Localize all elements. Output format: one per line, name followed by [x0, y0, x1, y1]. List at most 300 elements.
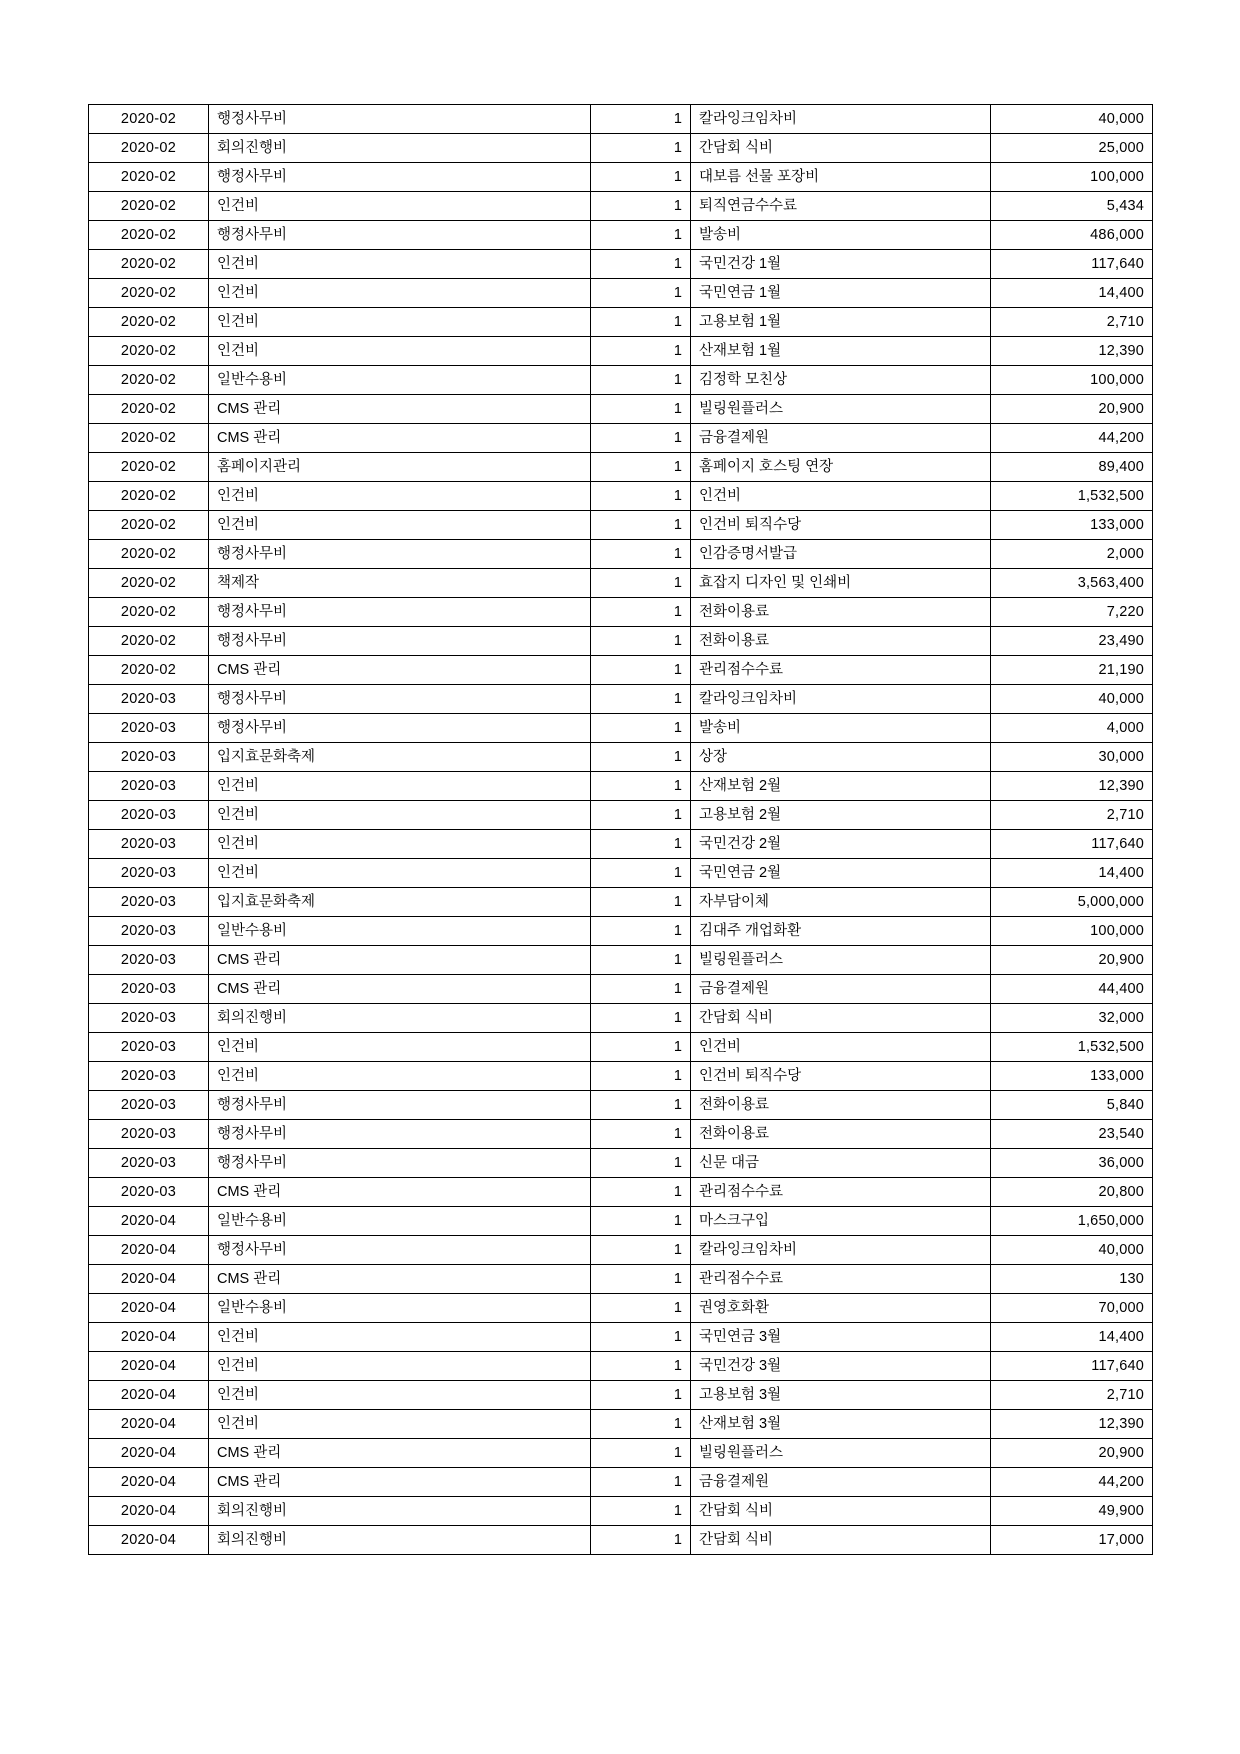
cell-category: 행정사무비	[209, 1236, 591, 1265]
cell-quantity: 1	[591, 337, 691, 366]
cell-amount: 130	[991, 1265, 1153, 1294]
cell-date: 2020-04	[89, 1265, 209, 1294]
cell-date: 2020-03	[89, 772, 209, 801]
cell-quantity: 1	[591, 1149, 691, 1178]
cell-category: 회의진행비	[209, 134, 591, 163]
cell-description: 금융결제원	[691, 1468, 991, 1497]
cell-description: 발송비	[691, 221, 991, 250]
table-row	[89, 1033, 1153, 1062]
cell-description: 산재보험 2월	[691, 772, 991, 801]
cell-category: 인건비	[209, 1033, 591, 1062]
cell-description: 간담회 식비	[691, 1004, 991, 1033]
cell-quantity: 1	[591, 859, 691, 888]
cell-description: 김대주 개업화환	[691, 917, 991, 946]
table-row	[89, 1468, 1153, 1497]
cell-date: 2020-02	[89, 569, 209, 598]
cell-date: 2020-03	[89, 1178, 209, 1207]
cell-category: 인건비	[209, 1381, 591, 1410]
table-row	[89, 1294, 1153, 1323]
cell-date: 2020-04	[89, 1352, 209, 1381]
cell-quantity: 1	[591, 366, 691, 395]
cell-category: CMS 관리	[209, 1439, 591, 1468]
table-row	[89, 1207, 1153, 1236]
cell-quantity: 1	[591, 511, 691, 540]
cell-quantity: 1	[591, 1410, 691, 1439]
cell-quantity: 1	[591, 569, 691, 598]
cell-category: 일반수용비	[209, 917, 591, 946]
cell-quantity: 1	[591, 453, 691, 482]
table-row	[89, 1062, 1153, 1091]
cell-category: 인건비	[209, 511, 591, 540]
cell-category: 인건비	[209, 279, 591, 308]
cell-description: 간담회 식비	[691, 134, 991, 163]
cell-quantity: 1	[591, 1294, 691, 1323]
cell-quantity: 1	[591, 1352, 691, 1381]
cell-amount: 2,000	[991, 540, 1153, 569]
table-row	[89, 743, 1153, 772]
cell-category: 인건비	[209, 1062, 591, 1091]
table-row	[89, 772, 1153, 801]
cell-date: 2020-02	[89, 656, 209, 685]
cell-amount: 17,000	[991, 1526, 1153, 1555]
cell-category: 행정사무비	[209, 1149, 591, 1178]
cell-date: 2020-03	[89, 1033, 209, 1062]
cell-description: 전화이용료	[691, 598, 991, 627]
cell-date: 2020-02	[89, 134, 209, 163]
cell-date: 2020-02	[89, 540, 209, 569]
table-row	[89, 1265, 1153, 1294]
cell-quantity: 1	[591, 598, 691, 627]
cell-amount: 23,540	[991, 1120, 1153, 1149]
cell-category: 인건비	[209, 337, 591, 366]
cell-quantity: 1	[591, 163, 691, 192]
cell-description: 인건비 퇴직수당	[691, 511, 991, 540]
cell-amount: 5,840	[991, 1091, 1153, 1120]
cell-amount: 40,000	[991, 685, 1153, 714]
cell-category: 행정사무비	[209, 221, 591, 250]
cell-description: 빌링원플러스	[691, 946, 991, 975]
cell-amount: 14,400	[991, 859, 1153, 888]
cell-quantity: 1	[591, 424, 691, 453]
table-row	[89, 1091, 1153, 1120]
cell-date: 2020-04	[89, 1294, 209, 1323]
cell-quantity: 1	[591, 830, 691, 859]
cell-category: CMS 관리	[209, 1468, 591, 1497]
cell-amount: 12,390	[991, 1410, 1153, 1439]
cell-date: 2020-04	[89, 1236, 209, 1265]
cell-quantity: 1	[591, 192, 691, 221]
cell-description: 칼라잉크임차비	[691, 105, 991, 134]
table-row	[89, 221, 1153, 250]
cell-description: 전화이용료	[691, 1091, 991, 1120]
cell-date: 2020-02	[89, 598, 209, 627]
cell-category: 회의진행비	[209, 1526, 591, 1555]
cell-description: 권영호화환	[691, 1294, 991, 1323]
table-row	[89, 946, 1153, 975]
cell-description: 칼라잉크임차비	[691, 685, 991, 714]
cell-category: 인건비	[209, 482, 591, 511]
cell-amount: 100,000	[991, 366, 1153, 395]
cell-category: CMS 관리	[209, 395, 591, 424]
cell-amount: 12,390	[991, 337, 1153, 366]
table-row	[89, 134, 1153, 163]
table-row	[89, 1526, 1153, 1555]
cell-quantity: 1	[591, 1091, 691, 1120]
table-row	[89, 424, 1153, 453]
cell-date: 2020-04	[89, 1497, 209, 1526]
cell-description: 산재보험 3월	[691, 1410, 991, 1439]
table-row	[89, 859, 1153, 888]
cell-description: 금융결제원	[691, 975, 991, 1004]
table-row	[89, 482, 1153, 511]
cell-date: 2020-02	[89, 192, 209, 221]
table-row	[89, 801, 1153, 830]
cell-quantity: 1	[591, 1033, 691, 1062]
cell-category: 행정사무비	[209, 685, 591, 714]
cell-amount: 30,000	[991, 743, 1153, 772]
cell-quantity: 1	[591, 685, 691, 714]
cell-amount: 4,000	[991, 714, 1153, 743]
cell-date: 2020-02	[89, 163, 209, 192]
cell-category: 행정사무비	[209, 627, 591, 656]
cell-quantity: 1	[591, 975, 691, 1004]
cell-amount: 7,220	[991, 598, 1153, 627]
cell-description: 마스크구입	[691, 1207, 991, 1236]
cell-amount: 32,000	[991, 1004, 1153, 1033]
cell-amount: 2,710	[991, 1381, 1153, 1410]
table-row	[89, 163, 1153, 192]
cell-category: CMS 관리	[209, 946, 591, 975]
cell-amount: 2,710	[991, 308, 1153, 337]
cell-date: 2020-02	[89, 627, 209, 656]
cell-amount: 21,190	[991, 656, 1153, 685]
cell-quantity: 1	[591, 1265, 691, 1294]
table-row	[89, 1323, 1153, 1352]
cell-date: 2020-04	[89, 1207, 209, 1236]
cell-category: 입지효문화축제	[209, 743, 591, 772]
cell-category: 회의진행비	[209, 1004, 591, 1033]
cell-description: 인건비	[691, 482, 991, 511]
cell-date: 2020-02	[89, 366, 209, 395]
cell-quantity: 1	[591, 1004, 691, 1033]
cell-description: 고용보험 3월	[691, 1381, 991, 1410]
cell-description: 고용보험 1월	[691, 308, 991, 337]
cell-amount: 5,000,000	[991, 888, 1153, 917]
table-row	[89, 395, 1153, 424]
cell-amount: 40,000	[991, 105, 1153, 134]
cell-category: 행정사무비	[209, 1091, 591, 1120]
cell-description: 인건비	[691, 1033, 991, 1062]
table-row	[89, 917, 1153, 946]
cell-amount: 100,000	[991, 917, 1153, 946]
cell-quantity: 1	[591, 1178, 691, 1207]
table-row	[89, 1236, 1153, 1265]
cell-amount: 14,400	[991, 279, 1153, 308]
cell-description: 칼라잉크임차비	[691, 1236, 991, 1265]
cell-quantity: 1	[591, 540, 691, 569]
cell-category: 행정사무비	[209, 598, 591, 627]
cell-description: 국민건강 1월	[691, 250, 991, 279]
table-row	[89, 598, 1153, 627]
table-row	[89, 1410, 1153, 1439]
cell-date: 2020-04	[89, 1468, 209, 1497]
cell-amount: 1,532,500	[991, 482, 1153, 511]
cell-description: 관리점수수료	[691, 656, 991, 685]
cell-date: 2020-04	[89, 1439, 209, 1468]
table-row	[89, 1149, 1153, 1178]
cell-amount: 5,434	[991, 192, 1153, 221]
cell-quantity: 1	[591, 1120, 691, 1149]
ledger-body	[89, 105, 1153, 1555]
cell-category: 행정사무비	[209, 540, 591, 569]
cell-date: 2020-02	[89, 424, 209, 453]
cell-category: 일반수용비	[209, 1207, 591, 1236]
cell-description: 금융결제원	[691, 424, 991, 453]
cell-quantity: 1	[591, 1526, 691, 1555]
cell-quantity: 1	[591, 1062, 691, 1091]
table-row	[89, 453, 1153, 482]
table-row	[89, 279, 1153, 308]
cell-quantity: 1	[591, 714, 691, 743]
cell-date: 2020-03	[89, 743, 209, 772]
cell-category: 행정사무비	[209, 1120, 591, 1149]
cell-amount: 3,563,400	[991, 569, 1153, 598]
cell-quantity: 1	[591, 482, 691, 511]
cell-description: 상장	[691, 743, 991, 772]
cell-date: 2020-02	[89, 453, 209, 482]
cell-description: 빌링원플러스	[691, 1439, 991, 1468]
cell-date: 2020-03	[89, 714, 209, 743]
cell-description: 전화이용료	[691, 1120, 991, 1149]
cell-description: 간담회 식비	[691, 1526, 991, 1555]
cell-date: 2020-03	[89, 917, 209, 946]
cell-description: 전화이용료	[691, 627, 991, 656]
cell-date: 2020-02	[89, 395, 209, 424]
cell-amount: 89,400	[991, 453, 1153, 482]
cell-date: 2020-02	[89, 250, 209, 279]
cell-date: 2020-02	[89, 105, 209, 134]
cell-category: 인건비	[209, 250, 591, 279]
cell-category: 인건비	[209, 308, 591, 337]
cell-quantity: 1	[591, 1236, 691, 1265]
cell-description: 관리점수수료	[691, 1178, 991, 1207]
cell-amount: 117,640	[991, 1352, 1153, 1381]
cell-category: 홈페이지관리	[209, 453, 591, 482]
table-row	[89, 337, 1153, 366]
cell-amount: 117,640	[991, 830, 1153, 859]
cell-amount: 44,400	[991, 975, 1153, 1004]
cell-category: CMS 관리	[209, 975, 591, 1004]
cell-description: 인감증명서발급	[691, 540, 991, 569]
cell-date: 2020-02	[89, 482, 209, 511]
cell-quantity: 1	[591, 801, 691, 830]
cell-description: 홈페이지 호스팅 연장	[691, 453, 991, 482]
cell-date: 2020-03	[89, 1120, 209, 1149]
cell-description: 자부담이체	[691, 888, 991, 917]
cell-amount: 36,000	[991, 1149, 1153, 1178]
cell-quantity: 1	[591, 1439, 691, 1468]
cell-description: 국민연금 3월	[691, 1323, 991, 1352]
cell-description: 산재보험 1월	[691, 337, 991, 366]
table-row	[89, 714, 1153, 743]
cell-quantity: 1	[591, 917, 691, 946]
cell-amount: 49,900	[991, 1497, 1153, 1526]
cell-quantity: 1	[591, 627, 691, 656]
cell-date: 2020-03	[89, 975, 209, 1004]
cell-description: 국민건강 2월	[691, 830, 991, 859]
cell-quantity: 1	[591, 656, 691, 685]
cell-quantity: 1	[591, 105, 691, 134]
cell-quantity: 1	[591, 1468, 691, 1497]
cell-category: CMS 관리	[209, 1178, 591, 1207]
cell-date: 2020-04	[89, 1526, 209, 1555]
cell-amount: 20,900	[991, 946, 1153, 975]
cell-amount: 44,200	[991, 1468, 1153, 1497]
cell-date: 2020-03	[89, 1062, 209, 1091]
cell-amount: 100,000	[991, 163, 1153, 192]
cell-category: 인건비	[209, 772, 591, 801]
cell-amount: 40,000	[991, 1236, 1153, 1265]
cell-amount: 117,640	[991, 250, 1153, 279]
cell-category: 인건비	[209, 192, 591, 221]
cell-description: 효잡지 디자인 및 인쇄비	[691, 569, 991, 598]
cell-quantity: 1	[591, 221, 691, 250]
cell-date: 2020-02	[89, 337, 209, 366]
cell-category: 입지효문화축제	[209, 888, 591, 917]
cell-quantity: 1	[591, 743, 691, 772]
cell-description: 국민연금 2월	[691, 859, 991, 888]
cell-description: 대보름 선물 포장비	[691, 163, 991, 192]
table-row	[89, 627, 1153, 656]
cell-description: 국민연금 1월	[691, 279, 991, 308]
table-row	[89, 975, 1153, 1004]
cell-amount: 2,710	[991, 801, 1153, 830]
table-row	[89, 888, 1153, 917]
cell-quantity: 1	[591, 946, 691, 975]
table-row	[89, 1497, 1153, 1526]
cell-description: 퇴직연금수수료	[691, 192, 991, 221]
table-row	[89, 830, 1153, 859]
cell-date: 2020-03	[89, 830, 209, 859]
cell-description: 발송비	[691, 714, 991, 743]
cell-date: 2020-03	[89, 859, 209, 888]
cell-quantity: 1	[591, 1497, 691, 1526]
table-row	[89, 308, 1153, 337]
cell-description: 고용보험 2월	[691, 801, 991, 830]
cell-quantity: 1	[591, 1323, 691, 1352]
cell-description: 빌링원플러스	[691, 395, 991, 424]
cell-date: 2020-03	[89, 801, 209, 830]
cell-amount: 133,000	[991, 511, 1153, 540]
cell-amount: 1,532,500	[991, 1033, 1153, 1062]
cell-category: 행정사무비	[209, 714, 591, 743]
cell-amount: 20,800	[991, 1178, 1153, 1207]
cell-category: 인건비	[209, 830, 591, 859]
table-row	[89, 540, 1153, 569]
cell-quantity: 1	[591, 134, 691, 163]
cell-category: 일반수용비	[209, 1294, 591, 1323]
cell-date: 2020-04	[89, 1323, 209, 1352]
cell-category: CMS 관리	[209, 1265, 591, 1294]
cell-category: 행정사무비	[209, 163, 591, 192]
table-row	[89, 1439, 1153, 1468]
cell-date: 2020-03	[89, 888, 209, 917]
cell-date: 2020-02	[89, 511, 209, 540]
cell-category: 책제작	[209, 569, 591, 598]
cell-date: 2020-02	[89, 221, 209, 250]
table-row	[89, 1120, 1153, 1149]
cell-quantity: 1	[591, 1381, 691, 1410]
cell-description: 국민건강 3월	[691, 1352, 991, 1381]
table-row	[89, 511, 1153, 540]
cell-quantity: 1	[591, 279, 691, 308]
cell-description: 인건비 퇴직수당	[691, 1062, 991, 1091]
cell-quantity: 1	[591, 772, 691, 801]
table-row	[89, 569, 1153, 598]
cell-amount: 25,000	[991, 134, 1153, 163]
cell-description: 신문 대금	[691, 1149, 991, 1178]
cell-category: CMS 관리	[209, 424, 591, 453]
cell-description: 관리점수수료	[691, 1265, 991, 1294]
table-row	[89, 656, 1153, 685]
cell-amount: 23,490	[991, 627, 1153, 656]
cell-quantity: 1	[591, 1207, 691, 1236]
cell-quantity: 1	[591, 395, 691, 424]
table-row	[89, 1178, 1153, 1207]
table-row	[89, 1381, 1153, 1410]
cell-date: 2020-03	[89, 1149, 209, 1178]
cell-amount: 12,390	[991, 772, 1153, 801]
cell-quantity: 1	[591, 308, 691, 337]
cell-amount: 1,650,000	[991, 1207, 1153, 1236]
cell-date: 2020-04	[89, 1410, 209, 1439]
table-row	[89, 685, 1153, 714]
table-row	[89, 250, 1153, 279]
cell-category: 회의진행비	[209, 1497, 591, 1526]
cell-date: 2020-02	[89, 308, 209, 337]
cell-category: 인건비	[209, 1410, 591, 1439]
cell-date: 2020-03	[89, 1091, 209, 1120]
cell-date: 2020-03	[89, 946, 209, 975]
cell-category: 인건비	[209, 1323, 591, 1352]
table-row	[89, 1352, 1153, 1381]
cell-date: 2020-02	[89, 279, 209, 308]
cell-category: CMS 관리	[209, 656, 591, 685]
cell-description: 간담회 식비	[691, 1497, 991, 1526]
table-row	[89, 192, 1153, 221]
table-row	[89, 105, 1153, 134]
cell-category: 인건비	[209, 801, 591, 830]
cell-description: 김정학 모친상	[691, 366, 991, 395]
cell-amount: 70,000	[991, 1294, 1153, 1323]
cell-amount: 20,900	[991, 395, 1153, 424]
cell-amount: 133,000	[991, 1062, 1153, 1091]
cell-amount: 44,200	[991, 424, 1153, 453]
cell-amount: 20,900	[991, 1439, 1153, 1468]
cell-category: 행정사무비	[209, 105, 591, 134]
cell-category: 일반수용비	[209, 366, 591, 395]
cell-category: 인건비	[209, 1352, 591, 1381]
cell-date: 2020-04	[89, 1381, 209, 1410]
expense-ledger-table	[88, 104, 1153, 1555]
table-row	[89, 1004, 1153, 1033]
cell-quantity: 1	[591, 888, 691, 917]
cell-date: 2020-03	[89, 1004, 209, 1033]
table-row	[89, 366, 1153, 395]
cell-category: 인건비	[209, 859, 591, 888]
cell-date: 2020-03	[89, 685, 209, 714]
cell-amount: 486,000	[991, 221, 1153, 250]
